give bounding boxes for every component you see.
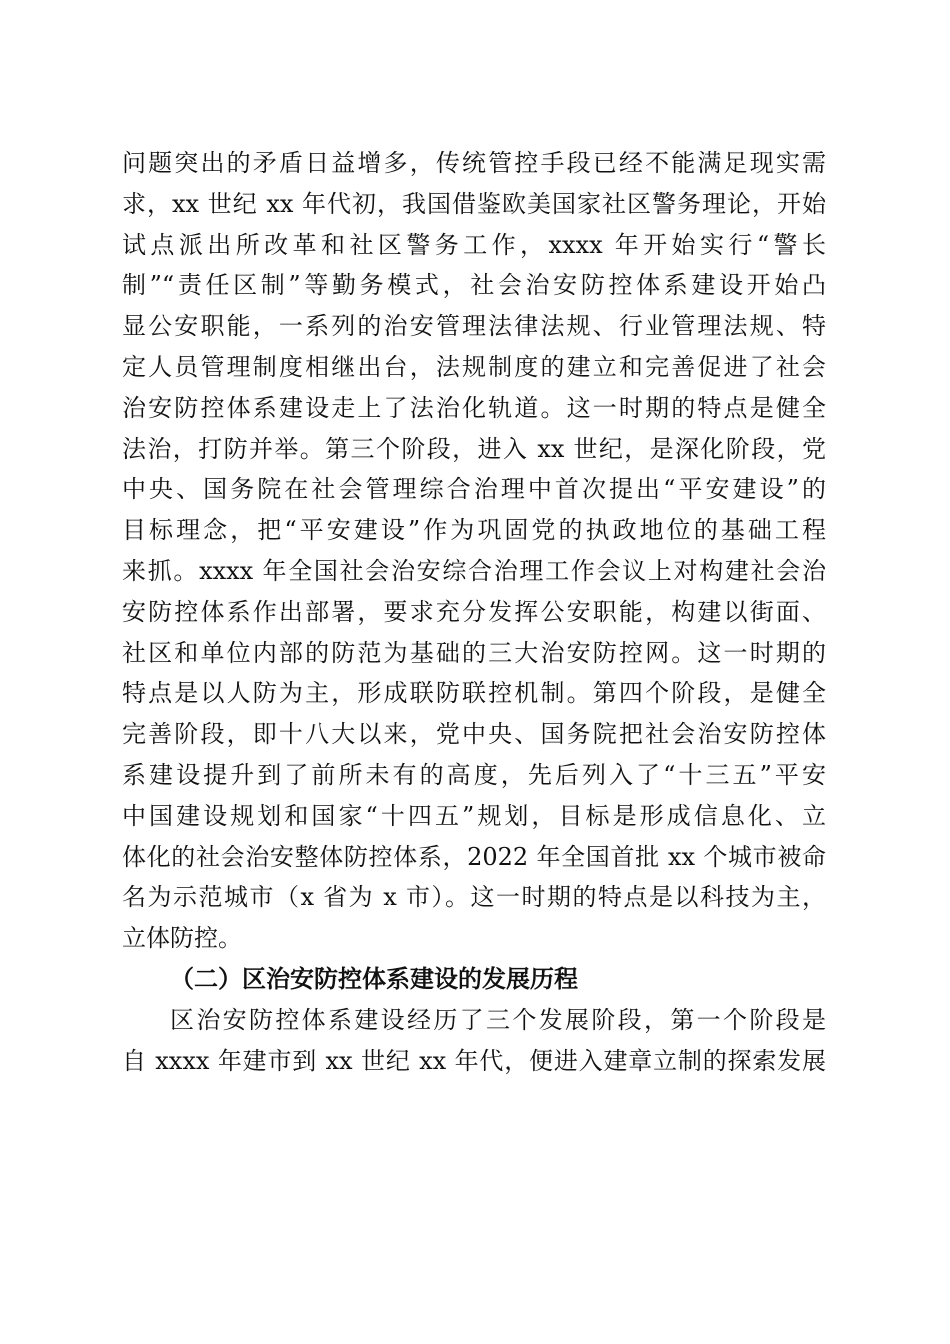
text-line: 试点派出所改革和社区警务工作，xxxx 年开始实行“警长 [122,230,826,259]
text-line: 系建设提升到了前所未有的高度，先后列入了“十三五”平安 [122,760,826,789]
text-line: 社区和单位内部的防范为基础的三大治安防控网。这一时期的 [122,638,826,667]
text-line: 名为示范城市（x 省为 x 市）。这一时期的特点是以科技为主， [122,883,826,912]
text-line: 中国建设规划和国家“十四五”规划，目标是形成信息化、立 [122,801,826,830]
paragraph-development-stages [122,143,826,959]
text-line: 安防控体系作出部署，要求充分发挥公安职能，构建以街面、 [122,597,826,626]
text-line: 问题突出的矛盾日益增多，传统管控手段已经不能满足现实需 [122,149,826,177]
text-line: 特点是以人防为主，形成联防联控机制。第四个阶段，是健全 [122,679,826,708]
text-line: 显公安职能，一系列的治安管理法律法规、行业管理法规、特 [122,312,826,341]
document-page [122,143,826,1081]
paragraph-district-history [122,1000,826,1082]
section-heading: （二）区治安防控体系建设的发展历程 [170,963,578,993]
text-line: 区治安防控体系建设经历了三个发展阶段，第一个阶段是 [170,1005,826,1034]
text-line: 中央、国务院在社会管理综合治理中首次提出“平安建设”的 [122,475,826,504]
text-line: 法治，打防并举。第三个阶段，进入 xx 世纪，是深化阶段，党 [122,434,826,463]
text-line: 定人员管理制度相继出台，法规制度的建立和完善促进了社会 [122,352,826,381]
text-line: 体化的社会治安整体防控体系，2022 年全国首批 xx 个城市被命 [122,842,826,871]
text-line: 制”“责任区制”等勤务模式，社会治安防控体系建设开始凸 [122,271,826,300]
text-line: 目标理念，把“平安建设”作为巩固党的执政地位的基础工程 [122,516,826,545]
text-line: 立体防控。 [122,924,242,953]
text-line: 求，xx 世纪 xx 年代初，我国借鉴欧美国家社区警务理论，开始 [122,189,826,218]
text-line: 治安防控体系建设走上了法治化轨道。这一时期的特点是健全 [122,393,826,422]
text-line: 来抓。xxxx 年全国社会治安综合治理工作会议上对构建社会治 [122,556,826,585]
text-line: 自 xxxx 年建市到 xx 世纪 xx 年代，便进入建章立制的探索发展 [122,1046,826,1075]
text-line: 完善阶段，即十八大以来，党中央、国务院把社会治安防控体 [122,720,826,749]
